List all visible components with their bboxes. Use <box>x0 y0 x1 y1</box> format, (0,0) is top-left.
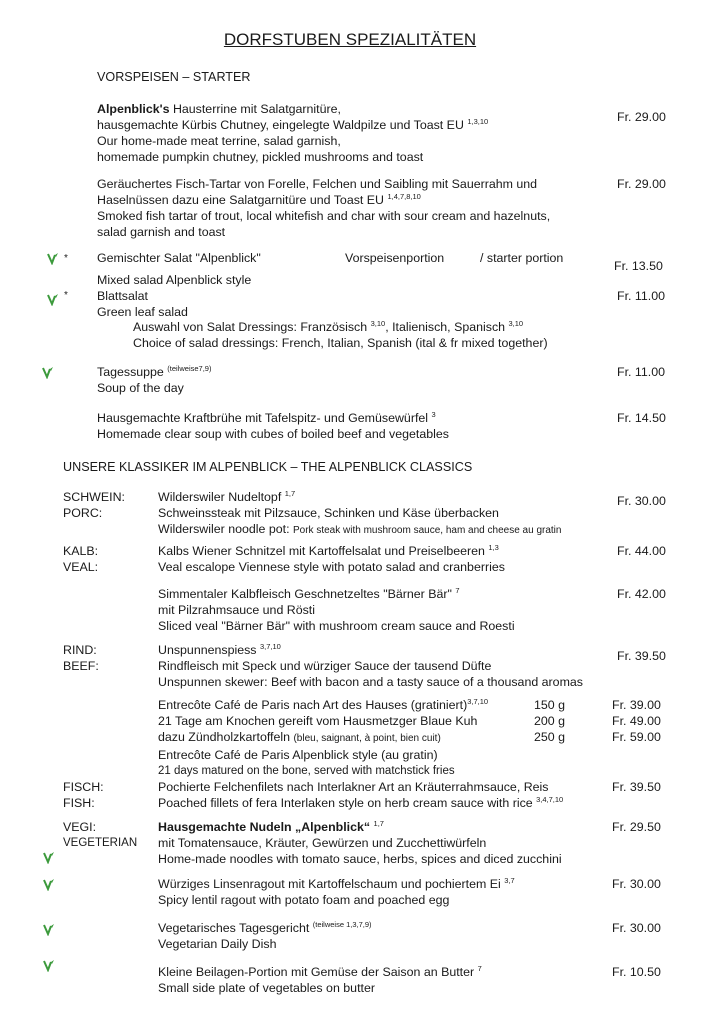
item-de-line: Tagessuppe <box>97 365 168 379</box>
menu-item-entrecote <box>158 697 488 779</box>
item-en-line: Our home-made meat terrine, salad garnish, <box>97 134 341 148</box>
vegetarian-icon <box>42 922 56 936</box>
allergen-codes: 3,7,10 <box>259 642 281 651</box>
item-en-line: Smoked fish tartar of trout, local whitefish and char with sour cream and hazelnuts, <box>97 209 551 223</box>
category-vegetarian <box>63 819 137 851</box>
category-en: VEGETERIAN <box>63 837 138 849</box>
item-de-line: Hausgemachte Kraftbrühe mit Tafelspitz- und Gemüsewürfel <box>97 411 432 425</box>
menu-item-soup-of-day <box>97 364 211 396</box>
allergen-codes: 3,4,7,10 <box>536 795 564 804</box>
price: Fr. 30.00 <box>612 877 661 891</box>
item-en-line: Mixed salad Alpenblick style <box>97 273 252 287</box>
allergen-codes: 7 <box>477 964 482 973</box>
category-beef <box>63 642 99 674</box>
allergen-codes: (teilweise7,9) <box>167 364 212 373</box>
item-en-line: Veal escalope Viennese style with potato salad and cranberries <box>158 560 505 574</box>
weight: 200 g <box>534 714 566 728</box>
item-de-line: Kalbs Wiener Schnitzel mit Kartoffelsalat und Preiselbeeren <box>158 544 489 558</box>
section-heading-classics: UNSERE KLASSIKER IM ALPENBLICK – THE ALPENBLICK CLASSICS <box>63 460 473 474</box>
item-en-line: Small side plate of vegetables on butter <box>158 981 375 995</box>
category-en: FISH: <box>63 796 95 810</box>
item-en-line: Home-made noodles with tomato sauce, herbs, spices and diced zucchini <box>158 852 562 866</box>
item-en-line: Homemade clear soup with cubes of boiled beef and vegetables <box>97 427 449 441</box>
price: Fr. 39.00 <box>612 698 661 712</box>
menu-item-fish-tartar <box>97 176 550 240</box>
item-name-bold: Alpenblick's <box>97 102 170 116</box>
item-de-line: Wilderswiler Nudeltopf <box>158 490 285 504</box>
page-title: DORFSTUBEN SPEZIALITÄTEN <box>223 30 477 49</box>
allergen-codes: 1,3,10 <box>467 117 489 126</box>
vegetarian-icon <box>42 958 56 972</box>
asterisk-mark: * <box>64 253 68 264</box>
price: Fr. 29.50 <box>612 820 661 834</box>
price: Fr. 30.00 <box>612 921 661 935</box>
category-en: BEEF: <box>63 659 99 673</box>
category-fish <box>63 779 104 811</box>
allergen-codes: 7 <box>455 586 460 595</box>
item-en-line: Sliced veal "Bärner Bär" with mushroom cream sauce and Roesti <box>158 619 515 633</box>
item-de-line: Rindfleisch mit Speck und würziger Sauce der tausend Düfte <box>158 659 492 673</box>
allergen-codes: 1,4,7,8,10 <box>387 192 421 201</box>
weight: 150 g <box>534 698 566 712</box>
price: Fr. 42.00 <box>617 587 666 601</box>
vegetarian-icon <box>42 850 56 864</box>
item-en-line: Entrecôte Café de Paris Alpenblick style (au gratin) <box>158 748 438 762</box>
item-de-line: Simmentaler Kalbfleisch Geschnetzeltes "Bärner Bär" <box>158 587 456 601</box>
item-de-line: Geräuchertes Fisch-Tartar von Forelle, Felchen und Saibling mit Sauerrahm und <box>97 177 538 191</box>
item-de-line: Würziges Linsenragout mit Kartoffelschaum und pochiertem Ei <box>158 877 505 891</box>
menu-item-geschnetzeltes <box>158 586 515 634</box>
dressing-de: Auswahl von Salat Dressings: Französisch <box>133 320 371 334</box>
allergen-codes: (teilweise 1,3,7,9) <box>312 920 372 929</box>
vegetarian-icon <box>41 365 55 379</box>
item-de-line: Blattsalat <box>97 289 148 303</box>
price: Fr. 13.50 <box>614 259 663 273</box>
weight: 250 g <box>534 730 566 744</box>
allergen-codes: 1,7 <box>284 489 296 498</box>
item-en-line: Unspunnen skewer: Beef with bacon and a tasty sauce of a thousand aromas <box>158 675 583 689</box>
dressing-options <box>133 319 548 351</box>
item-de-line: Gemischter Salat "Alpenblick" <box>97 251 261 265</box>
price: Fr. 14.50 <box>617 411 666 425</box>
category-de: RIND: <box>63 643 97 657</box>
vegetarian-icon <box>42 877 56 891</box>
category-fr: PORC: <box>63 506 103 520</box>
price: Fr. 30.00 <box>617 494 666 508</box>
item-de-line: Haselnüssen dazu eine Salatgarnitüre und Toast EU <box>97 193 388 207</box>
item-de-line: 21 Tage am Knochen gereift vom Hausmetzger Blaue Kuh <box>158 714 478 728</box>
dressing-en: Choice of salad dressings: French, Italian, Spanish (ital & fr mixed together) <box>133 336 548 350</box>
menu-item-linsenragout <box>158 876 515 908</box>
vegetarian-icon <box>46 251 60 265</box>
allergen-codes: 1,7 <box>373 819 384 828</box>
menu-item-nudeltopf <box>158 489 561 539</box>
menu-item-leaf-salad <box>97 288 188 320</box>
category-de: FISCH: <box>63 780 104 794</box>
item-en-line: Vegetarian Daily Dish <box>158 937 277 951</box>
item-en-line: salad garnish and toast <box>97 225 226 239</box>
item-de-line: hausgemachte Kürbis Chutney, eingelegte Waldpilze und Toast EU <box>97 118 468 132</box>
menu-item-nudeln <box>158 819 562 867</box>
menu-item-vegetarian-daily <box>158 920 372 952</box>
item-de-line: dazu Zündholzkartoffeln <box>158 730 294 744</box>
price: Fr. 11.00 <box>617 289 665 303</box>
item-en-line: homemade pumpkin chutney, pickled mushrooms and toast <box>97 150 424 164</box>
menu-item-side-vegetables <box>158 964 482 996</box>
portion-en: / starter portion <box>480 251 564 265</box>
item-de-line: Schweinssteak mit Pilzsauce, Schinken und Käse überbacken <box>158 506 499 520</box>
item-de-line: mit Pilzrahmsauce und Rösti <box>158 603 316 617</box>
allergen-codes: 3 <box>431 410 436 419</box>
item-de-line: Hausterrine mit Salatgarnitüre, <box>169 102 341 116</box>
doneness-options: (bleu, saignant, à point, bien cuit) <box>293 733 441 744</box>
price: Fr. 11.00 <box>617 365 665 379</box>
category-de: VEGI: <box>63 820 97 834</box>
item-en-line: Wilderswiler noodle pot: <box>158 522 293 536</box>
item-en-line: 21 days matured on the bone, served with matchstick fries <box>158 765 455 777</box>
item-en-line: Poached fillets of fera Interlaken style on herb cream sauce with rice <box>158 796 537 810</box>
price: Fr. 39.50 <box>617 649 666 663</box>
price: Fr. 49.00 <box>612 714 661 728</box>
price-list <box>612 697 682 745</box>
dressing-de: , Italienisch, Spanisch <box>385 320 509 334</box>
menu-item-schnitzel <box>158 543 505 575</box>
item-de-line: Pochierte Felchenfilets nach Interlakner Art an Kräuterrahmsauce, Reis <box>158 780 549 794</box>
item-de-line: Entrecôte Café de Paris nach Art des Hauses (gratiniert) <box>158 698 468 712</box>
allergen-codes: 3,10 <box>508 319 524 328</box>
item-de-line: Unspunnenspiess <box>158 643 260 657</box>
menu-item-felchenfilets <box>158 779 563 811</box>
item-de-line: Kleine Beilagen-Portion mit Gemüse der Saison an Butter <box>158 965 478 979</box>
category-de: SCHWEIN: <box>63 490 125 504</box>
category-pork <box>63 489 125 521</box>
category-de: KALB: <box>63 544 99 558</box>
item-en-line: Green leaf salad <box>97 305 188 319</box>
weight-options <box>534 697 565 745</box>
section-heading-starter: VORSPEISEN – STARTER <box>97 70 251 84</box>
price: Fr. 59.00 <box>612 730 661 744</box>
price: Fr. 39.50 <box>612 780 661 794</box>
category-en: VEAL: <box>63 560 99 574</box>
price: Fr. 29.00 <box>617 177 666 191</box>
menu-item-terrine <box>97 101 488 165</box>
portion-de: Vorspeisenportion <box>345 251 445 265</box>
allergen-codes: 3,10 <box>370 319 386 328</box>
vegetarian-icon <box>46 292 60 306</box>
item-en-line: Soup of the day <box>97 381 184 395</box>
menu-item-clear-soup <box>97 410 449 442</box>
category-veal <box>63 543 98 575</box>
item-de-line: mit Tomatensauce, Kräuter, Gewürzen und Zucchettiwürfeln <box>158 836 487 850</box>
item-en-line: Spicy lentil ragout with potato foam and poached egg <box>158 893 450 907</box>
asterisk-mark: * <box>64 290 68 301</box>
item-de-line: Vegetarisches Tagesgericht <box>158 921 313 935</box>
price: Fr. 44.00 <box>617 544 666 558</box>
menu-item-unspunnenspiess <box>158 642 583 690</box>
allergen-codes: 1,3 <box>488 543 499 552</box>
price: Fr. 29.00 <box>617 110 666 124</box>
item-name-bold: Hausgemachte Nudeln „Alpenblick“ <box>158 820 371 834</box>
price: Fr. 10.50 <box>612 965 661 979</box>
allergen-codes: 3,7 <box>504 876 515 885</box>
item-en-line-small: Pork steak with mushroom sauce, ham and cheese au gratin <box>292 525 562 536</box>
allergen-codes: 3,7,10 <box>467 697 489 706</box>
